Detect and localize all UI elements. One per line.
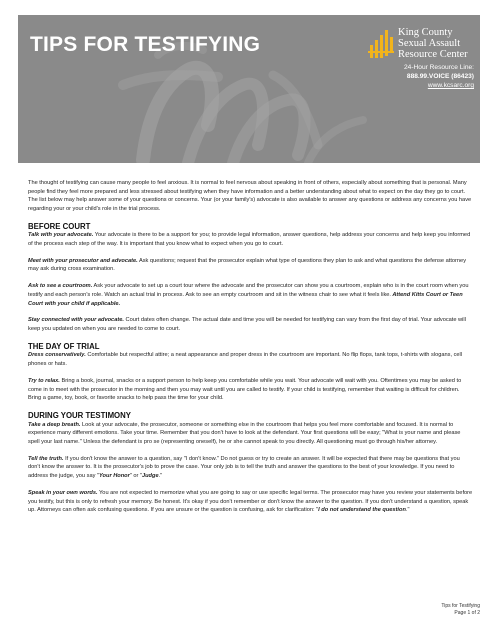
resource-line-label: 24-Hour Resource Line: [403,64,474,71]
tip-paragraph [28,421,473,447]
tip-text: You are not expected to memorize what you are going to say or use specific legal terms. The prosecutor may have you review your statements before you testify, but this is only to refresh your memory. Be honest. It's okay if you don't remember or don't know the answer to the question. If you don't understand a question, speak up. Attorneys can often ask confusing questions. If you are unsure or the question is confusing, ask for clarification: " [28,489,473,514]
tip-text: Look at your advocate, the prosecutor, someone or something else in the courtroom that helps you feel more comfortable and focused. It is normal to experience many different emotions. Take your time. Remember that you don't have to look at the defendant. Your first questions will be easy; "What is your name and please spell your last name." Unless the defendant is pro se (representing oneself), he or she cannot speak to you directly. All questioning must go through his/her attorney. [28,421,461,445]
intro-paragraph: The thought of testifying can cause many people to feel anxious. It is normal to feel nervous about speaking in front of others, especially about something that is personal. Many people find they feel more prepared and less stressed about testifying when they have information and a better understanding about what to expect on the day they go to court. The list below may help answer some of your questions or concerns. Your (or your family's) advocate is also available to answer any questions or address any concerns you have regarding your or your child's role in the trial process. [28,180,472,212]
tip-emphasis: Attend Kitts Court or Teen Court with your child if applicable. [28,291,463,307]
tip-paragraph [28,377,473,403]
tip-paragraph [28,316,473,333]
tip-lead: Try to relax. [28,378,60,385]
tip-paragraph [28,489,473,515]
section-heading-day-of-trial: THE DAY OF TRIAL [28,342,100,352]
tip-text: Bring a book, journal, snacks or a support person to help keep you comfortable while you wait. Your advocate will wait with you. Oftentimes you may be asked to come in to meet with the prosecutor in the morning and then you may wait until you are called to testify. If your child is testifying, remember that waiting is difficult for children. Bring a game, toy, book, or favorite snacks to help pass the time for your child. [28,378,462,402]
footer-doc-title: Tips for Testifying [441,603,480,609]
tip-text: ." [158,472,163,479]
tip-lead: Ask to see a courtroom. [28,283,93,290]
tip-lead: Meet with your prosecutor and advocate. [28,257,138,264]
tip-lead: Stay connected with your advocate. [28,317,124,324]
tip-text: " or " [129,472,142,479]
tip-emphasis: I do not understand the question [318,507,406,514]
header-banner [18,15,480,163]
document-body [28,179,473,523]
org-name-line: King County [398,27,453,38]
tip-text: Comfortable but respectful attire; a neat appearance and proper dress in the courtroom are important. No flip flops, tank tops, t-shirts with slogans, cell phones or hats. [28,352,463,368]
tip-text: Ask questions; request that the prosecutor explain what type of questions they plan to ask and what questions the defense attorney may ask during cross examination. [28,257,467,273]
tip-paragraph [28,351,473,368]
tip-paragraph [28,257,473,274]
tip-lead: Take a deep breath. [28,421,81,428]
tip-lead: Dress conservatively. [28,352,86,359]
org-name [398,27,468,60]
kcsarc-logo-icon [368,27,396,59]
org-name-line: Sexual Assault [398,38,461,49]
website-link[interactable]: www.kcsarc.org [427,82,474,89]
tip-lead: Talk with your advocate. [28,232,94,239]
tip-text: ." [405,507,410,514]
tip-text: Court dates often change. The actual date and time you will be needed for testifying can vary from the first day of trial. Your advocate will keep you updated on when you are needed to come to court. [28,317,466,333]
tip-paragraph [28,455,473,481]
contact-info [404,63,474,90]
tip-emphasis: Your Honor [99,472,130,479]
phone-number: 888.99.VOICE (86423) [406,73,474,80]
tip-text: Ask your advocate to set up a court tour where the advocate and the prosecutor can show you a courtroom, explain who is in the court room when you testify and each person's role. Watch an actual trial in process. Ask to see an empty courtroom and sit in the witness chair to see what it feels like. [28,283,469,298]
page-number: Page 1 of 2 [454,610,480,616]
tip-text: Your advocate is there to be a support for you; to provide legal information, answer questions, help address your concerns and help keep you informed of the process each step of the way. It is important that you know what to expect when you go to court. [28,232,471,247]
tip-lead: Speak in your own words. [28,489,98,496]
page-footer [441,603,480,617]
tip-paragraph [28,282,473,308]
tip-emphasis: Judge [141,472,159,479]
section-heading-before-court: BEFORE COURT [28,221,91,231]
org-name-line: Resource Center [398,49,468,60]
tip-text: If you don't know the answer to a question, say "I don't know." Do not guess or try to create an answer. It will be expected that there may be questions that you don't know the answer to. It is the prosecutor's job to prove the case. Your only job is to tell the truth and answer the questions to the best of your knowledge. If you need to address the judge, you say " [28,455,460,479]
section-heading-during-testimony: DURING YOUR TESTIMONY [28,411,131,421]
page-title: TIPS FOR TESTIFYING [30,33,261,56]
tip-paragraph [28,231,473,248]
tip-lead: Tell the truth. [28,455,64,462]
